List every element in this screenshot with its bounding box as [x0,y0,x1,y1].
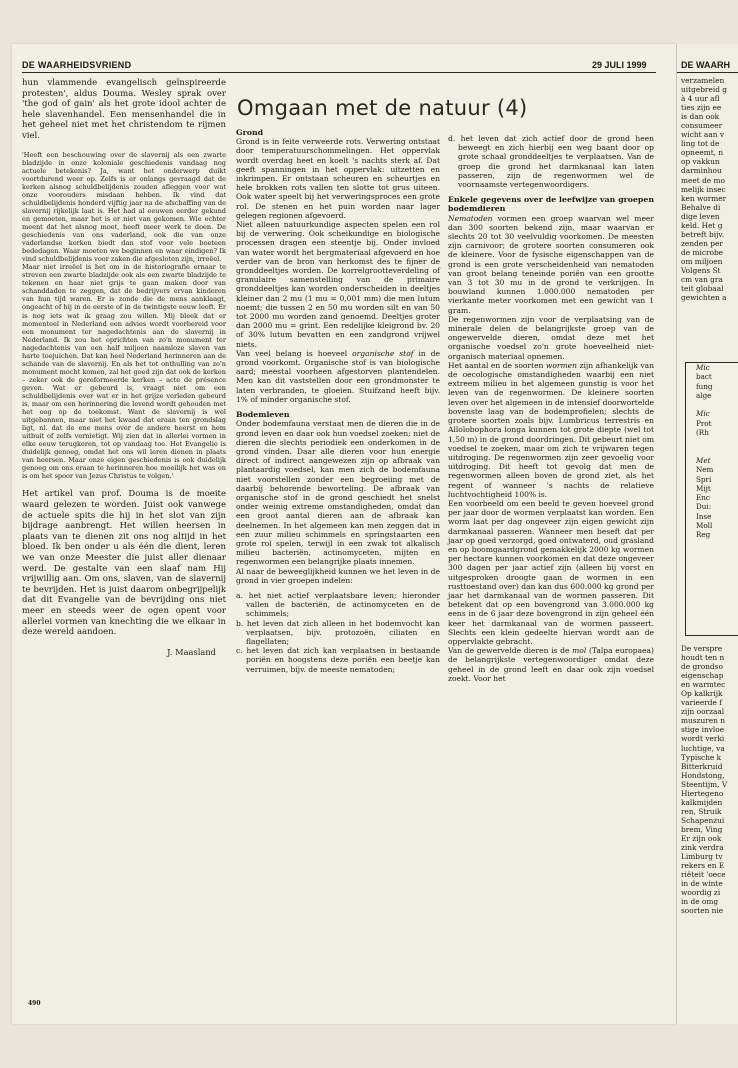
next-page-line: zink verdra [681,843,724,853]
mol-paragraph: Van de gewervelde dieren is de mol (Talpa europaea) de belangrijkste vertegenwoordiger omdat deze geheel in de grond leeft en daar ook zijn voedsel zoekt. Voor het [448,646,655,683]
next-page-line: wordt verki [681,734,725,744]
next-page-line: dige leven [681,211,720,221]
next-page-line: wicht aan v [681,130,725,140]
next-page-table-line: Mic [696,363,710,372]
next-page-line: Hondstong, [681,770,725,780]
column-article-3 [448,134,654,683]
next-page-line: riëteit 'oece [681,870,726,880]
wormen-paragraph: Het aantal en de soorten wormen zijn afhankelijk van de oecologische omstandigheden waarbij een niet extreem milieu in het algemeen gunstig is voor het leven van de regenwormen. De kleinere soorten leven over het algemeen in de intensief doorwortelde bovenste laag van de bodemprofielen; slechts de grotere soorten zoals bijv. Lumbricus terrestris en Allolobophora longa kunnen tot grote diepte (wel tot 1,50 m) in de grond doordringen. Dit gebeurt niet om voedsel te zoeken, maar om zich te vrijwaren tegen uitdroging. De regenwormen zijn zeer gevoelig voor uitdroging. Dit heeft tot gevolg dat men de regenwormen alleen boven de grond ziet, als het regent of wanneer 's nachts de relatieve luchtvochtigheid 100% is. [448,360,654,499]
next-page-line: Hiertegeno [681,788,724,798]
next-page-line: teit globaal [681,284,724,294]
next-page-line: zijn oorzaal [681,707,725,717]
next-page-line: Volgens St [681,265,721,275]
next-page-table-line: alge [696,390,712,400]
next-page-rule [677,72,738,73]
next-page-header: DE WAARH [681,60,730,70]
next-page-line: de grondso [681,662,723,672]
next-page-table-line: Met [696,455,711,465]
next-page-line: Steentijm, V [681,779,728,789]
next-page-table-line [686,400,738,409]
bodem-paragraph-1: Onder bodemfauna verstaat men de dieren die in de grond leven en daar ook hun voedsel zoeken; niet de dieren die slechts periodiek een onderkomen in de grond vinden. Daar alle dieren voor hun energie direct of indirect aangewezen zijn op afbraak van plantaardig voedsel, kan men zich de bodemfauna niet voorstellen zonder een begroeiing met de daarbij behorende beworteling. De afbraak van organische stof in de grond geschiedt het snelst onder weinig extreme omstandigheden, omdat dan een groot aantal dieren aan de afbraak kan deelnemen. In het algemeen kan men zeggen dat in een zuur milieu schimmels en springstaarten een grote rol spelen, terwijl in een zwak tot alkalisch milieu bacteriën, actinomyceten, mijten en regenwormen een belangrijke plaats innemen. [236,419,440,567]
publication-name: DE WAARHEIDSVRIEND [22,60,132,70]
heading-bodemleven: Bodemleven [236,410,290,420]
next-page-line: consumeer [681,121,723,131]
next-page-line: meet de mo [681,175,725,185]
next-page-line: op vakkun [681,157,720,167]
next-page-line: uitgebreid g [681,85,728,95]
grond-paragraph-1: Grond is in feite verweerde rots. Verwering ontstaat door temperatuurschommelingen. Het oppervlak wordt overdag heet en koelt 's nachts sterk af. Dat geeft spanningen in het oppervlak: uitzetten en inkrimpen. Er ontstaan scheuren en scheurtjes en hele brokken rots vallen ten slotte tot grus uiteen. Ook water speelt bij het verweringsproces een grote rol. De stenen en het puin worden naar lager gelegen regionen afgevoerd. [236,137,440,220]
next-page-line: darminhou [681,166,722,176]
next-page-line: rekers en E [681,861,725,871]
next-page-line: Er zijn ook [681,833,722,843]
quote-paragraph-2: Maar niet irreëel is het om in de historiografie ernaar te streven een zwarte bladzijde ook als een zwarte bladzijde te tekenen en haar niet grijs te gaan maken door van schanddaden te zeggen, dat de bedrijvers ervan kinderen van hun tijd waren. Er is zonde die de mens aanklaagt, ongeacht of hij in de eerste of in de twintigste eeuw leeft. Er is nog iets wat ik graag zou willen. Mij bleek dat er momenteel in Nederland een advies wordt voorbereid voor een monument ter nagedachtenis aan de slavernij in Nederland. Ik zou het oprichten van zo'n monument ter nagedachtenis van een half miljoen naamloze slaven van harte toejuichen. Dat kan heel Nederland herinneren aan de schande van de slavernij. En als het tot onthulling van zo'n monument mocht komen, zal het goed zijn dat ook de kerken – zeker ook de gereformeerde kerken – acte de présence geven. Wat er gebeurd is, vraagt niet om een schuldbelijdenis over wat er in het grijze verleden gebeurd is, maar om een herinnering die levend wordt gehouden met het oog op de toekomst. Want de slavernij is wel uitgebannen, maar niet het kwaad dat eraan ten grondslag ligt, nl. dat de ene mens over de andere heerst en hem uitbuit of zelfs vernietigt. Wij zien dat in allerlei vormen in elke eeuw terugkeren, tot op vandaag toe. Het Evangelie is duidelijk genoeg, omdat het ons wil leren dienen in plaats van heersen. Maar onze eigen geschiedenis is ook duidelijk genoeg om ons eraan te herinneren hoe moeilijk het was en is om het spoor van Jezus Christus te volgen.' [22,263,226,481]
next-page-line: ties zijn ee [681,103,722,113]
next-page-table-line: Inse [696,511,712,521]
next-page-text-top [681,76,727,302]
next-page-line: eigenschap [681,671,724,681]
next-page-line: opneemt, n [681,148,724,158]
heading-gegevens: Enkele gegevens over de leefwijze van groepen bodemdieren [448,195,654,214]
next-page-edge [676,44,738,1024]
next-page-table-line: Reg [696,530,711,540]
quote-paragraph-1: 'Heeft een beschouwing over de slavernij als een zwarte bladzijde in onze koloniale geschiedenis vandaag nog actuele betekenis? Ja, want het onderwerp duikt voortdurend weer op. Zelfs is er onlangs gevraagd dat de kerken alsnog schuldbelijdenis zouden afleggen voor wat onze voorouders misdaan hebben. Ik vind dat schuldbelijdenis honderd vijftig jaar na de afschaffing van de slavernij rijkelijk laat is. Het had al eeuwen eerder gekund en gemoeten, maar het is er niet van gekomen. Wie echter meent dat het alsnog moet, heeft meer werk te doen. De geschiedenis van ons vaderland, ook die van onze vaderlandse kerken biedt dan stof voor vele boeteen bededagen. Waar moeten we beginnen en waar eindigen? Ik vind schuldbelijdenis voor zaken die afgesloten zijn, irreëel. [22,150,226,264]
lead-paragraph: hun vlammende evangelisch geïnspireerde protesten', aldus Douma. Wesley sprak over 'the god of gain' als het grote idool achter de hele slavenhandel. Een mensenhandel die in het geheel niet met het christendom te rijmen viel. [22,78,226,141]
next-page-line: ken wormer [681,193,727,203]
next-page-line: gewichten a [681,293,727,303]
next-page-line: keld. Het g [681,220,723,230]
next-page-line: Behalve di [681,202,721,212]
next-page-table-line: Spri [696,474,712,484]
next-page-line: in de winte [681,879,723,889]
issue-date: 29 JULI 1999 [592,60,647,70]
next-page-line: woordig zi [681,888,721,898]
next-page-line: Op kalkrijk [681,689,723,699]
next-page-line: houdt ten n [681,653,725,663]
regenwormen-paragraph: De regenwormen zijn voor de verplaatsing van de minerale delen de belangrijkste groep van de ongewervelde dieren, omdat deze met het organische voedsel zo'n grote hoeveelheid niet-organisch materiaal opnemen. [448,314,654,361]
bodem-paragraph-2: Al naar de beweeglijkheid kunnen we het leven in de grond in vier groepen indelen: [236,566,440,585]
closing-paragraph: Het artikel van prof. Douma is de moeite waard gelezen te worden. Juist ook vanwege de actuele spits die hij in het slot van zijn bijdrage aanbrengt. Het willen heersen in plaats van te dienen zit ons nog altijd in het bloed. Ik ben onder u als één die dient, leren we van onze Meester die juist aller dienaar werd. De gestalte van een slaaf nam Hij vrijwillig aan. Om ons, slaven, van de slavernij te bevrijden. Het is juist daarom onbegrijpelijk dat dit Evangelie van de bevrijding ons niet meer en steeds weer de ogen opent voor allerlei vormen van knechting die we elkaar in deze wereld aandoen. [22,489,226,638]
next-page-line: Schapenzui [681,815,725,825]
wormen-example-paragraph: Een voorbeeld om een beeld te geven hoeveel grond per jaar door de wormen verplaatst kan worden. Een worm laat per dag ongeveer zijn eigen gewicht zijn darmkanaal passeren. Wanneer men beseft dat per jaar op goed verzorgd, goed ontwaterd, oud grasland en op boomgaardgrond gemakkelijk 2000 kg wormen per hectare kunnen voorkomen en dat deze ongeveer 300 dagen per jaar actief zijn (alleen bij vorst en uitgesproken droogte gaan de wormen in een rusttoestand over) dan kan dus 600.000 kg grond per jaar het darmkanaal van de wormen passeren. Dit betekent dat op een bovengrond van 3.000.000 kg eens in de 6 jaar deze bovengrond in zijn geheel één keer het darmkanaal van de wormen passeert. Slechts een klein gedeelte hiervan wordt aan de oppervlakte gebracht. [448,498,654,646]
next-page-line: om miljoen [681,256,723,266]
header-rule [22,72,656,73]
next-page-line: Typische k [681,752,722,762]
next-page-line: muszuren n [681,716,725,726]
next-page-table-line: (Rh [696,428,709,438]
list-item: d. het leven dat zich actief door de grond heen beweegt en zich hierbij een weg baant door op grote schaal gronddeeltjes te verplaatsen. Van de groep die grond het darmkanaal kan laten passeren, zijn de regenwormen wel de voornaamste vertegenwoordigers. [448,134,654,190]
grond-paragraph-3: Van veel belang is hoeveel organische stof in de grond voorkomt. Organische stof is van biologische aard; meestal voorheen afgestorven plantendelen. Men kan dit vaststellen door een grondmonster te laten verbranden, te gloeien. Stuifzand heeft bijv. 1% of minder organische stof. [236,348,441,404]
next-page-line: de microbe [681,247,724,257]
list-item: b. het leven dat zich alleen in het bodemvocht kan verplaatsen, bijv. protozoën, ciliaten en flagellaten; [236,618,440,646]
next-page-table-line: Mijt [696,483,711,493]
next-page-table-line: bact [696,372,712,382]
next-page-line: varieerde f [681,698,722,708]
next-page-line: Limburg tv [681,852,723,862]
next-page-line: verzamelen [681,76,725,85]
next-page-line: soorten nie [681,906,724,916]
column-article-2 [236,128,440,674]
grond-paragraph-2: Niet alleen natuurkundige aspecten spelen een rol bij de verwering. Ook scheikundige en biologische processen dragen een steentje bij. Onder invloed van water wordt het bergmateriaal afgevoerd en hoe verder van de bron van herkomst des te fijner de gronddeeltjes worden. De korrelgrootteverdeling of granulaire samenstelling van de primaire gronddeeltjes kan worden onderscheiden in deeltjes kleiner dan 2 mu (1 mu = 0,001 mm) die men lutum noemt; die tussen 2 en 50 mu worden silt en van 50 tot 2000 mu worden zand genoemd. Deeltjes groter dan 2000 mu = grint. Een redelijke kleigrond bv. 20 of 30% lutum bevatten en een zandgrond vrijwel niets. [236,220,440,349]
next-page-table-line: Prot [696,418,712,428]
next-page-table-line: Moll [696,521,713,531]
next-page-line: is dan ook [681,112,720,122]
next-page-table-line: Nem [696,465,714,475]
next-page-line: kalkmijden [681,797,723,807]
page-number: 490 [28,1000,41,1007]
next-page-table-line [686,447,738,456]
next-page-table-line: Dui: [696,502,712,512]
column-previous-article [22,78,226,657]
next-page-line: in de omg [681,897,719,907]
next-page-line: Bitterkruid [681,761,723,771]
next-page-line: cm van gra [681,275,723,285]
next-page-line: ren, Struik [681,806,722,816]
next-page-line: melijk insec [681,184,726,194]
next-page-line: ling tot de [681,139,720,149]
nematoden-paragraph: Nematoden vormen een groep waarvan wel meer dan 300 soorten bekend zijn, maar waarvan er slechts 20 tot 30 veelvuldig voorkomen. De meesten zijn carnivoor; de grotere soorten consumeren ook de kleinere. Voor de fysische eigenschappen van de grond is een grote verscheidenheid van nematoden van groot belang teneinde poriën van een grootte van 3 tot 30 mu in de grond te verkrijgen. In bouwland kunnen 1.000.000 nematoden per vierkante meter voorkomen met een gewicht van 1 gram. [448,213,654,315]
list-item: c. het leven dat zich kan verplaatsen in bestaande poriën en hoogstens deze poriën een beetje kan verruimen, bijv. de meeste nematoden; [236,646,440,674]
next-page-table-line: fung [696,381,713,391]
next-page-line: en warmtec [681,680,726,690]
article-title: Omgaan met de natuur (4) [237,96,528,120]
author-signature: J. Maasland [167,646,216,657]
next-page-line: stige invloe [681,725,725,735]
next-page-table-line: Mic [696,409,710,419]
next-page-line: betreft bijv. [681,229,725,239]
next-page-line: zenden per [681,238,723,248]
heading-grond: Grond [236,128,264,137]
next-page-line: brem, Ving [681,824,723,834]
next-page-table-line [686,437,738,446]
next-page-line: luchtige, va [681,743,725,753]
next-page-line: De verspre [681,644,723,653]
next-page-table-box [685,362,738,636]
list-item: a. het niet actief verplaatsbare leven; hieronder vallen de bacteriën, de actinomyceten en de schimmels; [236,590,440,619]
next-page-line: à 4 uur afl [681,94,720,104]
next-page-table-line: Enc [696,493,710,503]
next-page-text-bottom [681,644,727,915]
